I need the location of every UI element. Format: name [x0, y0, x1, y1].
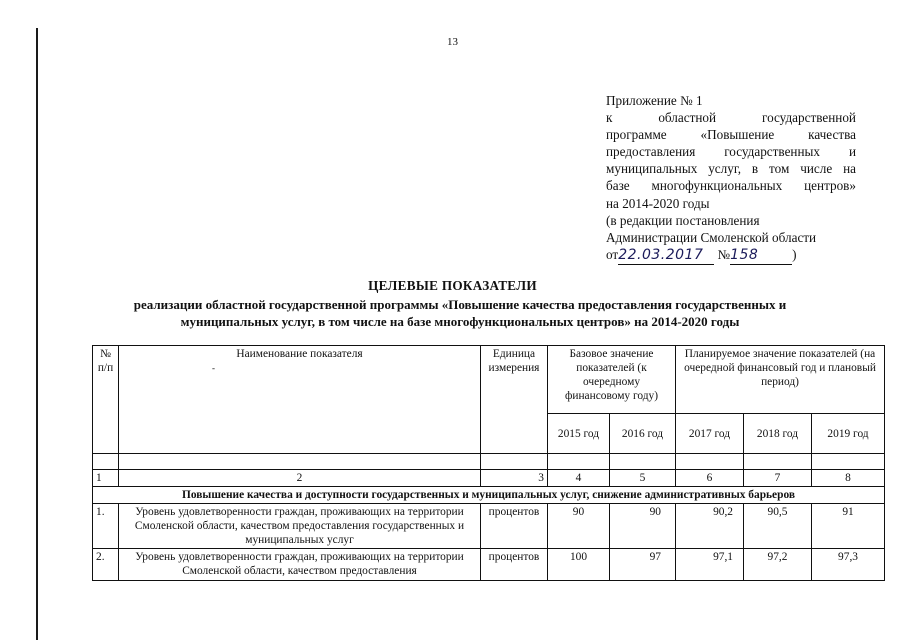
appendix-line: программе «Повышение качества: [606, 127, 856, 143]
column-number: 6: [676, 470, 744, 487]
appendix-line: предоставления государственных и: [606, 144, 856, 160]
column-number: 3: [481, 470, 548, 487]
row-value-2018: 97,2: [744, 549, 812, 581]
spacer-cell: [744, 454, 812, 470]
spacer-cell: [481, 454, 548, 470]
document-subtitle: [60, 296, 860, 330]
row-value-2017: 90,2: [676, 504, 744, 549]
row-indicator-name: Уровень удовлетворенности граждан, проживающих на территории Смоленской области, качеством предоставления государственных и муниципальных услуг: [119, 504, 481, 549]
header-name-text: Наименование показателя: [236, 348, 363, 360]
header-num: № п/п: [93, 346, 119, 454]
spacer-cell: [812, 454, 885, 470]
row-value-2016: 97: [610, 549, 676, 581]
appendix-line: муниципальных услуг, в том числе на: [606, 161, 856, 177]
header-year-2018: 2018 год: [744, 414, 812, 454]
indicators-table: [92, 345, 885, 581]
appendix-line: (в редакции постановления: [606, 212, 760, 228]
column-number: 4: [548, 470, 610, 487]
document-title: ЦЕЛЕВЫЕ ПОКАЗАТЕЛИ: [368, 278, 537, 293]
header-unit: Единица измерения: [481, 346, 548, 454]
row-value-2018: 90,5: [744, 504, 812, 549]
header-base: Базовое значение показателей (к очередному финансовому году): [548, 346, 676, 414]
header-year-2016: 2016 год: [610, 414, 676, 454]
column-number: 5: [610, 470, 676, 487]
spacer-cell: [93, 454, 119, 470]
spacer-cell: [676, 454, 744, 470]
row-value-2019: 97,3: [812, 549, 885, 581]
appendix-line: к областной государственной: [606, 110, 856, 126]
handwritten-date: 22.03.2017: [618, 246, 704, 263]
appendix-line: Приложение № 1: [606, 93, 703, 108]
column-number: 2: [119, 470, 481, 487]
row-value-2016: 90: [610, 504, 676, 549]
column-number: 1: [93, 470, 119, 487]
header-year-2019: 2019 год: [812, 414, 885, 454]
handwritten-number: 158: [730, 246, 759, 263]
header-year-2017: 2017 год: [676, 414, 744, 454]
resolution-date-line: [606, 246, 856, 265]
subtitle-line: реализации областной государственной программы «Повышение качества предоставления государственных и: [133, 297, 787, 312]
row-unit: процентов: [481, 549, 548, 581]
page-number: 13: [447, 36, 458, 48]
scan-left-edge: [36, 28, 38, 640]
column-number: 8: [812, 470, 885, 487]
column-number: 7: [744, 470, 812, 487]
number-field: [730, 246, 792, 265]
subtitle-line: муниципальных услуг, в том числе на базе многофункциональных центров» на 2014-2020 годы: [180, 314, 740, 329]
header-plan: Планируемое значение показателей (на очередной финансовый год и плановый период): [676, 346, 885, 414]
row-value-2015: 100: [548, 549, 610, 581]
appendix-line: Администрации Смоленской области: [606, 229, 817, 245]
row-value-2015: 90: [548, 504, 610, 549]
number-label: №: [717, 246, 731, 262]
row-unit: процентов: [481, 504, 548, 549]
row-value-2019: 91: [812, 504, 885, 549]
header-year-2015: 2015 год: [548, 414, 610, 454]
row-num: 2.: [93, 549, 119, 581]
spacer-cell: [548, 454, 610, 470]
appendix-line: базе многофункциональных центров»: [606, 178, 856, 194]
scan-mark: -: [212, 363, 215, 373]
row-indicator-name: Уровень удовлетворенности граждан, проживающих на территории Смоленской области, качеством предоставления: [119, 549, 481, 581]
row-value-2017: 97,1: [676, 549, 744, 581]
from-label: от: [606, 246, 619, 262]
date-field: [618, 246, 714, 265]
row-num: 1.: [93, 504, 119, 549]
header-name: [119, 346, 481, 454]
closing-paren: ): [792, 246, 797, 262]
appendix-line: на 2014-2020 годы: [606, 195, 710, 211]
spacer-cell: [610, 454, 676, 470]
section-heading: Повышение качества и доступности государственных и муниципальных услуг, снижение административных барьеров: [93, 487, 885, 504]
appendix-block: [606, 92, 856, 265]
spacer-cell: [119, 454, 481, 470]
